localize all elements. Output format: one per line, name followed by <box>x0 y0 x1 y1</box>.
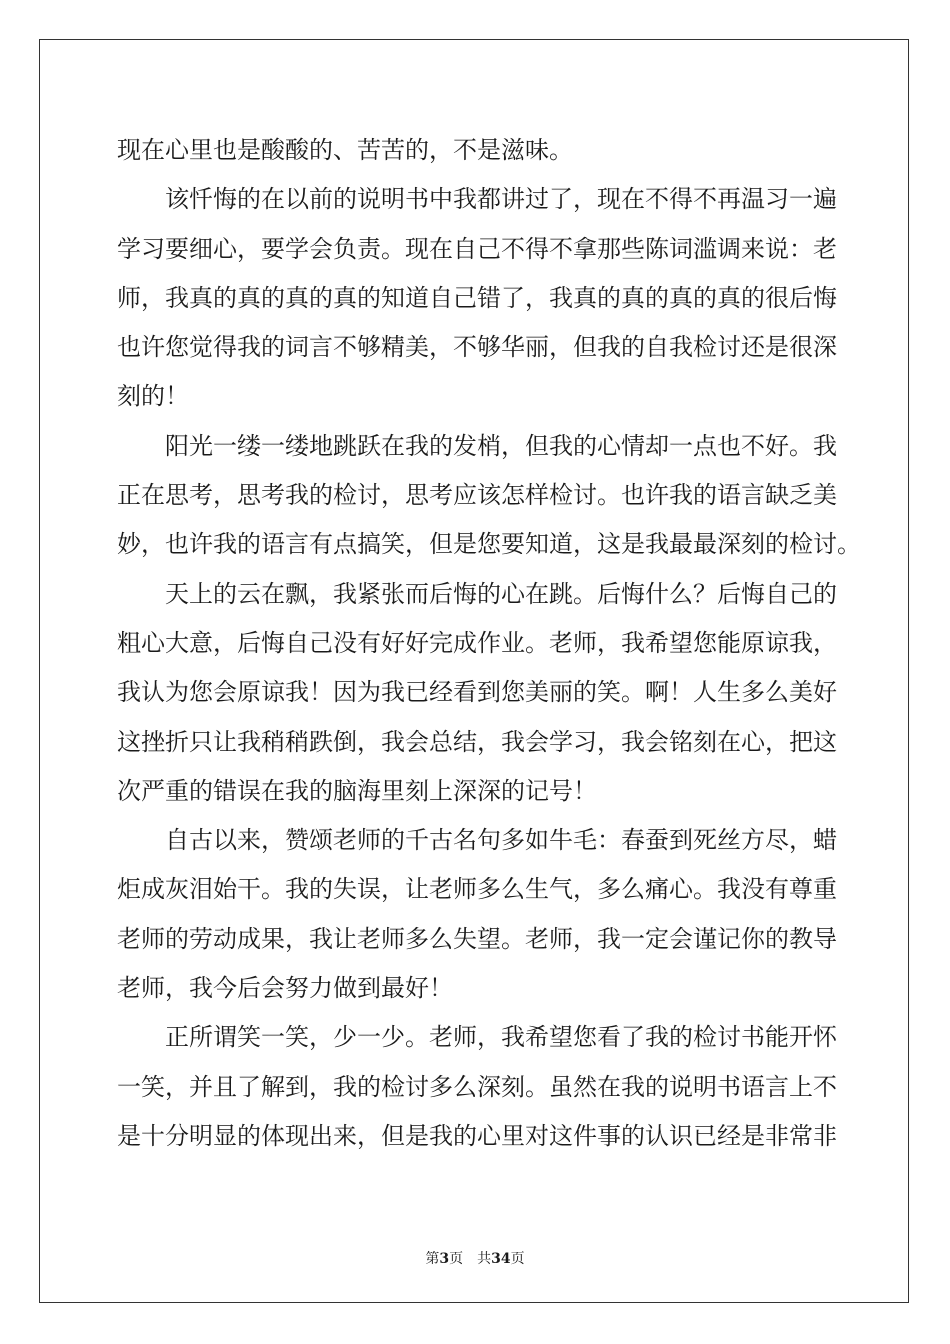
text-line: 这挫折只让我稍稍跌倒，我会总结，我会学习，我会铭刻在心，把这 <box>117 727 837 756</box>
text-line: 也许您觉得我的词言不够精美，不够华丽，但我的自我检讨还是很深 <box>117 333 837 362</box>
current-page-number: 3 <box>439 1251 450 1267</box>
text-line: 我认为您会原谅我！因为我已经看到您美丽的笑。啊！人生多么美好 <box>117 678 837 707</box>
text-line: 天上的云在飘，我紧张而后悔的心在跳。后悔什么？后悔自己的 <box>165 579 837 608</box>
footer-total-prefix: 共 <box>477 1251 492 1267</box>
text-line: 现在心里也是酸酸的、苦苦的，不是滋味。 <box>117 136 573 164</box>
text-line: 粗心大意，后悔自己没有好好完成作业。老师，我希望您能原谅我， <box>117 628 837 657</box>
document-body <box>117 126 861 1161</box>
text-line: 妙，也许我的语言有点搞笑，但是您要知道，这是我最最深刻的检讨。 <box>117 530 861 559</box>
footer-prefix: 第 <box>425 1251 440 1267</box>
text-line: 正所谓笑一笑，少一少。老师，我希望您看了我的检讨书能开怀 <box>165 1023 837 1052</box>
text-line: 老师，我今后会努力做到最好！ <box>117 974 453 1003</box>
text-line: 阳光一缕一缕地跳跃在我的发梢，但我的心情却一点也不好。我 <box>165 431 837 460</box>
text-line: 刻的！ <box>117 382 189 411</box>
page-footer <box>0 1248 950 1268</box>
text-line: 师，我真的真的真的真的知道自己错了，我真的真的真的真的很后悔 <box>117 283 837 312</box>
text-line: 自古以来，赞颂老师的千古名句多如牛毛：春蚕到死丝方尽，蜡 <box>165 826 837 855</box>
text-line: 老师的劳动成果，我让老师多么失望。老师，我一定会谨记你的教导 <box>117 924 837 953</box>
text-line: 次严重的错误在我的脑海里刻上深深的记号！ <box>117 776 597 805</box>
footer-page-suffix: 页 <box>449 1251 464 1267</box>
footer-total-suffix: 页 <box>510 1251 525 1267</box>
text-line: 该忏悔的在以前的说明书中我都讲过了，现在不得不再温习一遍 <box>165 185 837 214</box>
text-line: 正在思考，思考我的检讨，思考应该怎样检讨。也许我的语言缺乏美 <box>117 481 837 510</box>
text-line: 学习要细心，要学会负责。现在自己不得不拿那些陈词滥调来说：老 <box>117 234 837 263</box>
text-line: 一笑，并且了解到，我的检讨多么深刻。虽然在我的说明书语言上不 <box>117 1072 837 1101</box>
total-page-count: 34 <box>491 1251 511 1267</box>
text-line: 炬成灰泪始干。我的失误，让老师多么生气，多么痛心。我没有尊重 <box>117 875 837 904</box>
text-line: 是十分明显的体现出来，但是我的心里对这件事的认识已经是非常非 <box>117 1121 837 1150</box>
